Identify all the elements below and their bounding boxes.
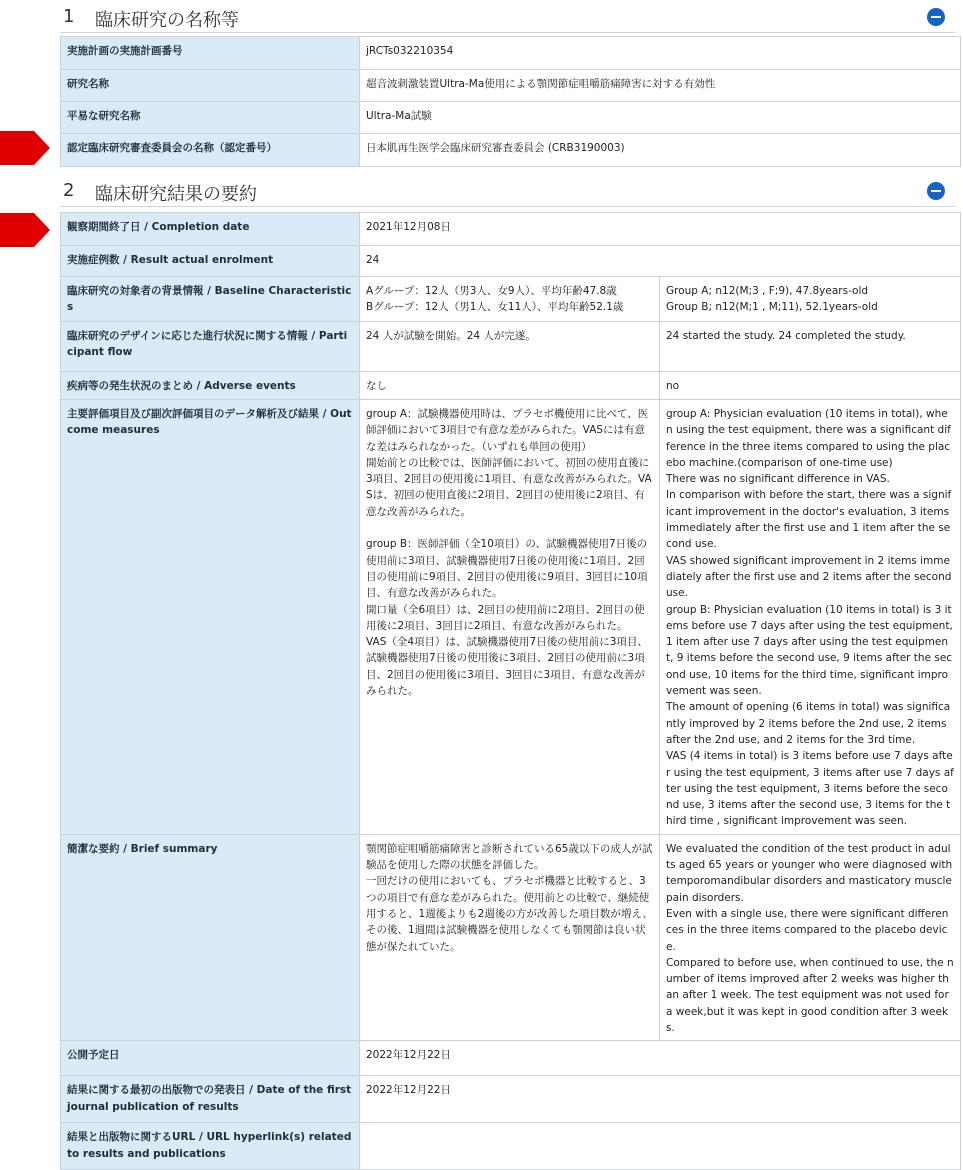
participant-flow-label: 臨床研究のデザインに応じた進行状況に関する情報 / Participant flow: [67, 330, 348, 359]
table-row: [61, 1076, 961, 1123]
row-value: Ultra-Ma試験: [366, 110, 432, 122]
adverse-events-label: 疾病等の発生状況のまとめ / Adverse events: [67, 380, 296, 392]
collapse-icon[interactable]: [927, 8, 945, 26]
section-header: [60, 2, 955, 33]
row-value: 日本肌再生医学会臨床研究審査委員会 (CRB3190003): [366, 142, 625, 154]
table-row: [61, 246, 961, 277]
red-arrow-marker: [0, 213, 50, 247]
row-label: 認定臨床研究審査委員会の名称（認定番号）: [67, 142, 277, 154]
table-row: [61, 1123, 961, 1170]
section-title: 臨床研究結果の要約: [95, 184, 257, 205]
row-value: jRCTs032210354: [366, 45, 454, 57]
section-header: [60, 176, 955, 207]
baseline-en: Group A; n12(M;3 , F;9), 47.8years-old Group B; n12(M;1 , M;11), 52.1years-old: [666, 285, 878, 314]
publish-date-value: 2022年12月22日: [366, 1049, 451, 1062]
table-row: [61, 834, 961, 1041]
table-row: [61, 213, 961, 246]
participant-flow-jp: 24 人が試験を開始。24 人が完遂。: [366, 330, 536, 342]
table-row: [61, 372, 961, 400]
section-number: 2: [63, 180, 75, 201]
study-name-table: [60, 36, 961, 167]
row-label: 平易な研究名称: [67, 110, 141, 122]
url-value: [360, 1123, 960, 1133]
baseline-jp: Aグループ：12人（男3人、女9人）、平均年齢47.8歳 Bグループ：12人（男1人、女11人）、平均年齢52.1歳: [366, 285, 624, 314]
first-publication-label: 結果に関する最初の出版物での発表日 / Date of the first journal publication of results: [67, 1084, 352, 1113]
table-row: [61, 400, 961, 835]
brief-summary-label: 簡潔な要約 / Brief summary: [67, 842, 218, 855]
row-label: 研究名称: [67, 78, 109, 90]
section-number: 1: [63, 6, 75, 27]
completion-date-label: 観察期間終了日 / Completion date: [67, 221, 250, 233]
enrolment-label: 実施症例数 / Result actual enrolment: [67, 254, 274, 266]
red-arrow-marker: [0, 131, 50, 165]
collapse-icon[interactable]: [927, 182, 945, 200]
row-value: 超音波刺激装置Ultra-Ma使用による顎関節症咀嚼筋痛障害に対する有効性: [366, 78, 716, 90]
table-row: [61, 37, 961, 70]
brief-summary-en: We evaluated the condition of the test product in adults aged 65 years or younger who were diagnosed with temporomandibular disorders and masticatory muscle pain disorders. Even with a single use, there were significant differences in the three items compared to the placebo device. Compared to before use, when continued to use, the number of items improved after 2 weeks was higher than after 1 week. The test equipment was not used for a week,but it was kept in good condition after 3 weeks.: [666, 842, 954, 1034]
adverse-events-en: no: [666, 380, 680, 392]
adverse-events-jp: なし: [366, 380, 387, 392]
table-row: [61, 1041, 961, 1076]
outcome-measures-jp: group A：試験機器使用時は、プラセボ機使用に比べて、医師評価において3項目で有意な差がみられた。VASには有意な差はみられなかった。（いずれも単回の使用） 開始前との比較では、医師評価において、初回の使用直後に3項目、2回目の使用後に1項目、有意な改善がみられた。VASは、初回の使用直後に2項目、2回目の使用後に2項目、有意な改善がみられた。 group B：医師評価（全10項目）の、試験機器使用7日後の使用前に3項目、試験機器使用7日後の使用後に1項目、2回目の使用前に9項目、2回目の使用後に9項目、3回目に10項目、有意な改善がみられた。 開口量（全6項目）は、2回目の使用前に2項目、2回目の使用後に2項目、3回目に2項目、有意な改善がみられた。 VAS（全4項目）は、試験機器使用7日後の使用前に3項目、試験機器使用7日後の使用後に3項目、2回目の使用前に3項目、2回目の使用後に3項目、3回目に3項目、有意な改善がみられた。: [366, 408, 652, 698]
enrolment-value: 24: [366, 254, 380, 266]
row-label: 実施計画の実施計画番号: [67, 45, 183, 57]
baseline-label: 臨床研究の対象者の背景情報 / Baseline Characteristics: [67, 285, 352, 314]
brief-summary-jp: 顎関節症咀嚼筋痛障害と診断されている65歳以下の成人が試験品を使用した際の状態を評価した。 一回だけの使用においても、プラセボ機器と比較すると、3つの項目で有意な差がみられた。使用前との比較で、継続使用すると、1週後よりも2週後の方が改善した項目数が増え、その後、1週間は試験機器を使用しなくても顎関節は良い状態が保たれていた。: [366, 842, 653, 953]
table-row: [61, 70, 961, 102]
table-row: [61, 322, 961, 372]
results-summary-table: [60, 212, 961, 1170]
table-row: [61, 134, 961, 167]
table-row: [61, 102, 961, 134]
outcome-measures-label: 主要評価項目及び副次評価項目のデータ解析及び結果 / Outcome measures: [67, 408, 352, 437]
section-title: 臨床研究の名称等: [95, 10, 239, 31]
participant-flow-en: 24 started the study. 24 completed the study.: [666, 330, 906, 342]
url-label: 結果と出版物に関するURL / URL hyperlink(s) related to results and publications: [67, 1131, 352, 1160]
first-publication-value: 2022年12月22日: [366, 1084, 451, 1097]
table-row: [61, 277, 961, 322]
outcome-measures-en: group A: Physician evaluation (10 items in total), when using the test equipment, there was a significant difference in the three items compared to using the placebo machine.(comparison of one-time use) There was no significant difference in VAS. In comparison with before the start, there was a significant improvement in the doctor's evaluation, 3 items immediately after the first use and 1 item after the second use. VAS showed significant improvement in 2 items immediately after the first use and 2 items after the second use. group B: Physician evaluation (10 items in total) is 3 items before use 7 days after using the test equipment, 1 item after use 7 days after using the test equipment, 9 items before the second use, 9 items after the second use, 10 items for the third time, significant improvement was seen. The amount of opening (6 items in total) was significantly improved by 2 items before the 2nd use, 2 items after the 2nd use, and 2 items for the 3rd time. VAS (4 items in total) is 3 items before use 7 days after using the test equipment, 3 items after use 7 days after using the test equipment, 3 items before the second use, 3 items after the second use, 3 items for the third time , significant improvement was seen.: [666, 408, 954, 828]
completion-date-value: 2021年12月08日: [366, 221, 451, 233]
publish-date-label: 公開予定日: [67, 1049, 120, 1062]
